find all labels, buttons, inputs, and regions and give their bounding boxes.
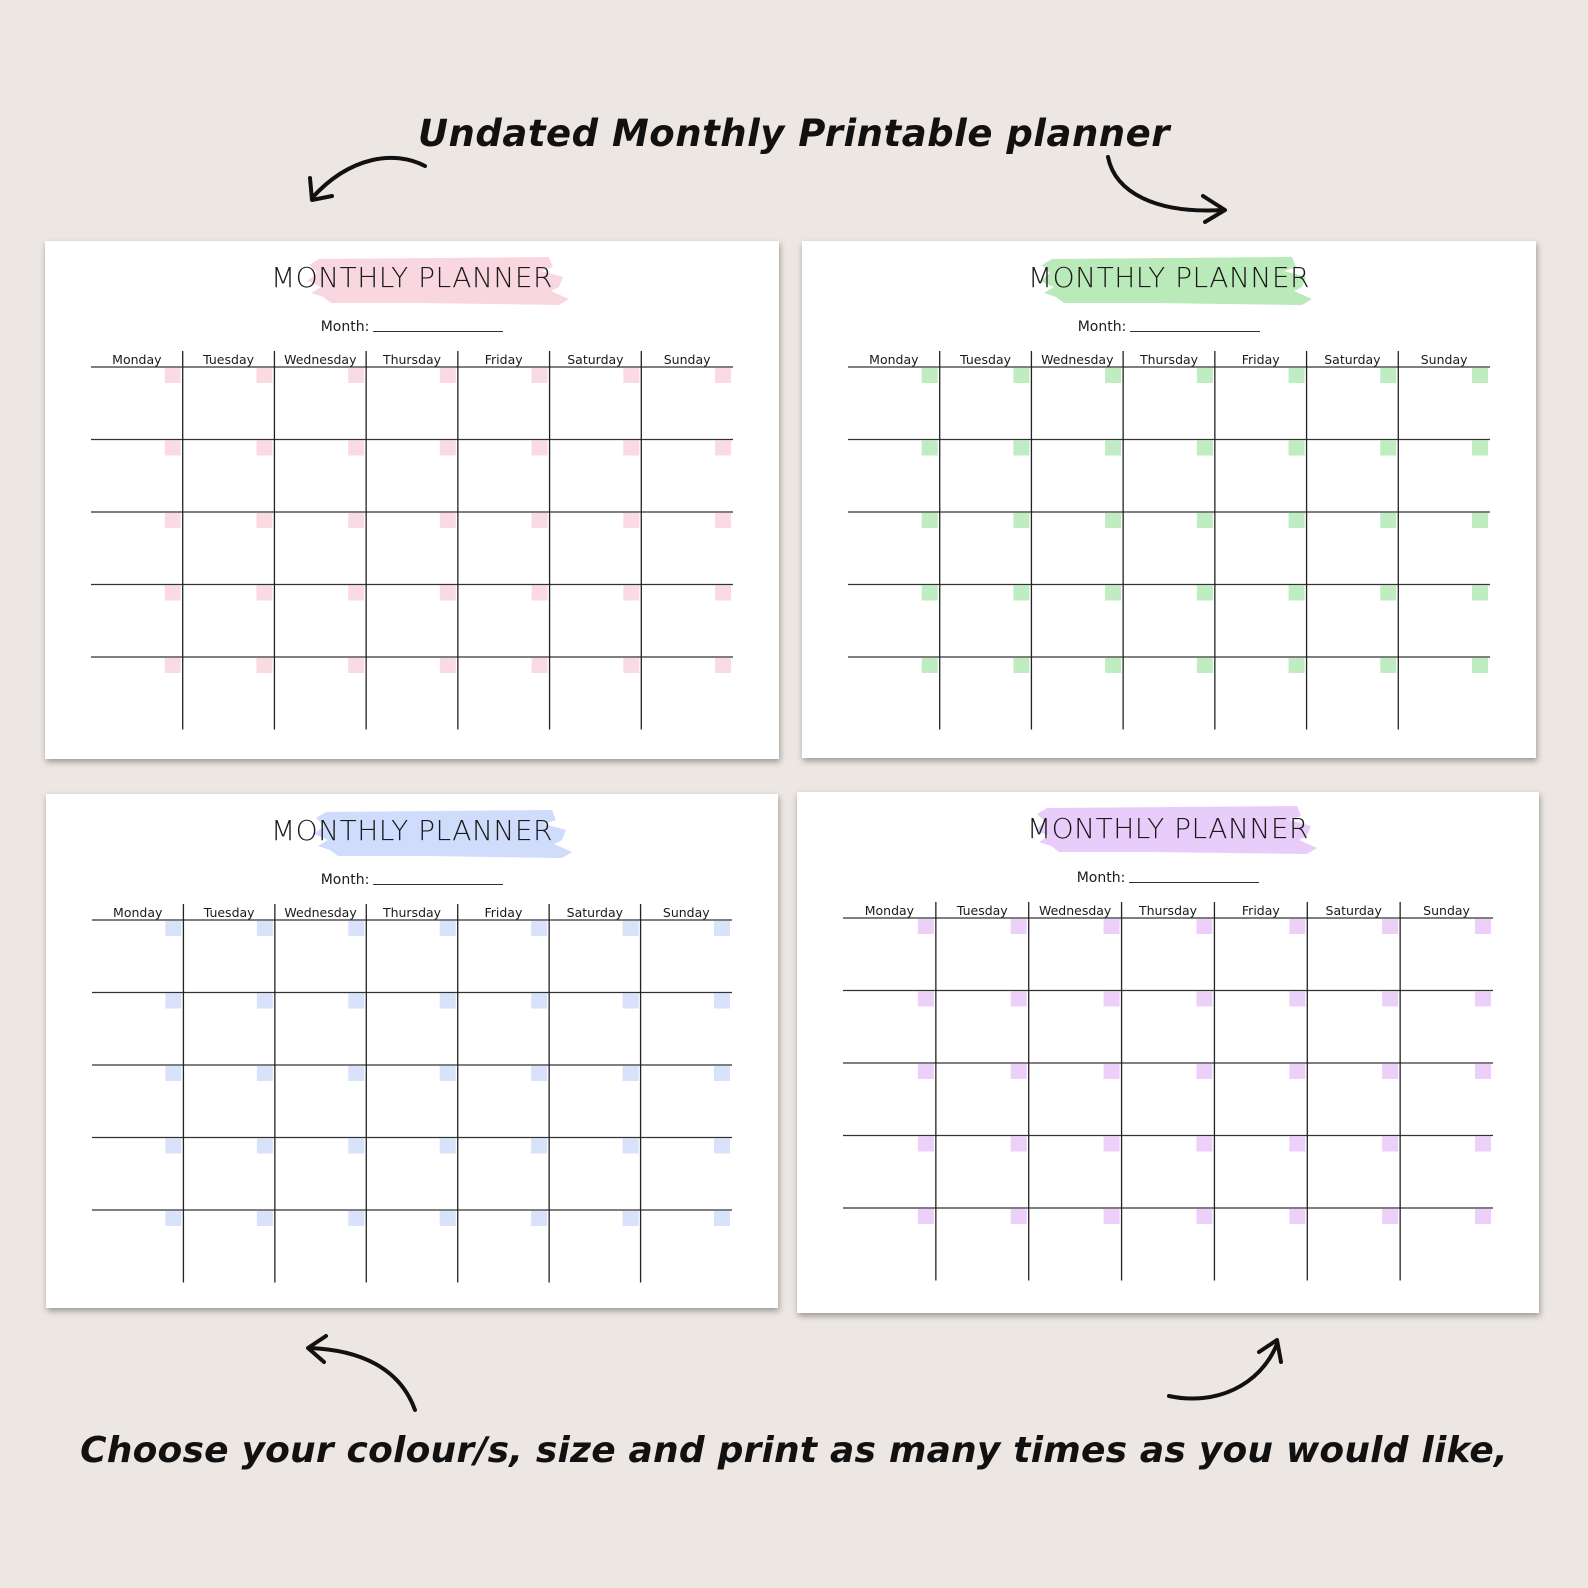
date-box (715, 586, 731, 601)
date-box (714, 1211, 730, 1226)
day-label-monday: Monday (112, 352, 162, 367)
date-box (440, 1066, 456, 1081)
date-box (1472, 586, 1488, 601)
date-box (1289, 1064, 1305, 1079)
date-box (623, 1211, 639, 1226)
day-label-sunday: Sunday (1423, 903, 1470, 918)
date-box (623, 921, 639, 936)
day-label-tuesday: Tuesday (203, 352, 255, 367)
date-box (165, 1066, 181, 1081)
date-box (1105, 441, 1121, 456)
month-label: Month: (1076, 870, 1126, 886)
arrow-top-right-icon (1105, 152, 1235, 227)
date-box (1382, 1209, 1398, 1224)
date-box (1011, 919, 1027, 934)
day-label-wednesday: Wednesday (284, 352, 357, 367)
date-box (1289, 992, 1305, 1007)
date-box (531, 1066, 547, 1081)
date-box (1289, 1137, 1305, 1152)
date-box (623, 586, 639, 601)
arrow-bottom-left-icon (300, 1338, 430, 1418)
date-box (1380, 513, 1396, 528)
date-box (623, 368, 639, 383)
date-box (165, 994, 181, 1009)
date-box (1382, 1064, 1398, 1079)
planner-title: MONTHLY PLANNER (1027, 261, 1310, 294)
day-label-sunday: Sunday (662, 905, 710, 920)
planner-title: MONTHLY PLANNER (270, 261, 553, 294)
date-box (531, 921, 547, 936)
arrow-bottom-right-icon (1165, 1336, 1285, 1406)
date-box (1011, 1064, 1027, 1079)
date-box (1013, 586, 1029, 601)
date-box (348, 441, 364, 456)
date-box (1104, 1209, 1120, 1224)
date-box (440, 1139, 456, 1154)
date-box (1104, 1064, 1120, 1079)
date-box (440, 1211, 456, 1226)
date-box (532, 586, 548, 601)
day-label-saturday: Saturday (1324, 352, 1381, 367)
date-box (1197, 586, 1213, 601)
date-box (1197, 658, 1213, 673)
calendar-grid (46, 794, 778, 1308)
date-box (715, 368, 731, 383)
date-box (532, 658, 548, 673)
date-box (1289, 658, 1305, 673)
date-box (1472, 658, 1488, 673)
date-box (348, 658, 364, 673)
date-box (1105, 368, 1121, 383)
date-box (1013, 368, 1029, 383)
date-box (348, 921, 364, 936)
date-box (1289, 919, 1305, 934)
date-box (165, 1211, 181, 1226)
date-box (918, 1209, 934, 1224)
date-box (440, 994, 456, 1009)
date-box (1105, 658, 1121, 673)
date-box (1475, 1209, 1491, 1224)
day-label-thursday: Thursday (1139, 352, 1199, 367)
date-box (623, 658, 639, 673)
date-box (1380, 658, 1396, 673)
date-box (623, 1139, 639, 1154)
date-box (532, 513, 548, 528)
date-box (165, 368, 181, 383)
date-box (532, 368, 548, 383)
date-box (1011, 1137, 1027, 1152)
top-heading: Undated Monthly Printable planner (418, 112, 1170, 155)
date-box (1013, 441, 1029, 456)
date-box (922, 441, 938, 456)
date-box (1475, 1137, 1491, 1152)
planner-title: MONTHLY PLANNER (270, 814, 553, 847)
date-box (165, 586, 181, 601)
day-label-thursday: Thursday (382, 905, 442, 920)
day-label-tuesday: Tuesday (203, 905, 255, 920)
date-box (1104, 919, 1120, 934)
date-box (1197, 441, 1213, 456)
calendar-grid (802, 241, 1536, 758)
date-box (1289, 513, 1305, 528)
date-box (918, 919, 934, 934)
date-box (348, 1066, 364, 1081)
date-box (440, 586, 456, 601)
arrow-top-left-icon (300, 148, 430, 208)
date-box (531, 994, 547, 1009)
date-box (440, 368, 456, 383)
date-box (257, 1139, 273, 1154)
date-box (1472, 441, 1488, 456)
date-box (623, 994, 639, 1009)
date-box (1475, 992, 1491, 1007)
date-box (257, 921, 273, 936)
date-box (256, 658, 272, 673)
day-label-tuesday: Tuesday (956, 903, 1008, 918)
month-label: Month: (320, 319, 370, 335)
date-box (1382, 919, 1398, 934)
planner-sheet-purple (797, 792, 1539, 1313)
date-box (348, 586, 364, 601)
month-label: Month: (1077, 319, 1127, 335)
date-box (1104, 992, 1120, 1007)
date-box (714, 1139, 730, 1154)
date-box (348, 513, 364, 528)
date-box (165, 658, 181, 673)
day-label-saturday: Saturday (1325, 903, 1382, 918)
date-box (918, 1137, 934, 1152)
planner-sheet-pink (45, 241, 779, 759)
day-label-monday: Monday (864, 903, 915, 918)
planner-title: MONTHLY PLANNER (1026, 812, 1309, 845)
day-label-friday: Friday (484, 352, 523, 367)
date-box (918, 1064, 934, 1079)
date-box (922, 586, 938, 601)
date-box (1011, 1209, 1027, 1224)
date-box (256, 368, 272, 383)
date-box (1472, 513, 1488, 528)
date-box (257, 1211, 273, 1226)
date-box (348, 994, 364, 1009)
date-box (165, 921, 181, 936)
date-box (1382, 992, 1398, 1007)
date-box (440, 513, 456, 528)
day-label-sunday: Sunday (663, 352, 711, 367)
date-box (348, 368, 364, 383)
date-box (1289, 368, 1305, 383)
date-box (714, 994, 730, 1009)
calendar-grid (797, 792, 1539, 1313)
date-box (922, 368, 938, 383)
date-box (1472, 368, 1488, 383)
date-box (1104, 1137, 1120, 1152)
month-label: Month: (320, 872, 370, 888)
day-label-monday: Monday (869, 352, 919, 367)
day-label-saturday: Saturday (567, 352, 624, 367)
date-box (715, 658, 731, 673)
date-box (715, 513, 731, 528)
date-box (623, 513, 639, 528)
date-box (714, 921, 730, 936)
date-box (348, 1139, 364, 1154)
date-box (256, 586, 272, 601)
date-box (257, 994, 273, 1009)
date-box (922, 658, 938, 673)
date-box (440, 441, 456, 456)
date-box (1013, 513, 1029, 528)
date-box (623, 1066, 639, 1081)
date-box (257, 1066, 273, 1081)
date-box (1013, 658, 1029, 673)
date-box (1105, 513, 1121, 528)
day-label-wednesday: Wednesday (284, 905, 357, 920)
date-box (531, 1139, 547, 1154)
day-label-thursday: Thursday (1138, 903, 1198, 918)
date-box (1196, 992, 1212, 1007)
date-box (715, 441, 731, 456)
day-label-monday: Monday (113, 905, 163, 920)
date-box (440, 658, 456, 673)
date-box (256, 513, 272, 528)
date-box (440, 921, 456, 936)
day-label-friday: Friday (1241, 352, 1280, 367)
date-box (165, 441, 181, 456)
planner-sheet-blue (46, 794, 778, 1308)
day-label-wednesday: Wednesday (1038, 903, 1112, 918)
date-box (1380, 441, 1396, 456)
date-box (1105, 586, 1121, 601)
date-box (1196, 1064, 1212, 1079)
date-box (1382, 1137, 1398, 1152)
date-box (1011, 992, 1027, 1007)
calendar-grid (45, 241, 779, 759)
date-box (532, 441, 548, 456)
day-label-sunday: Sunday (1420, 352, 1468, 367)
date-box (714, 1066, 730, 1081)
date-box (165, 513, 181, 528)
day-label-thursday: Thursday (382, 352, 442, 367)
day-label-friday: Friday (1241, 903, 1280, 918)
date-box (922, 513, 938, 528)
date-box (256, 441, 272, 456)
date-box (348, 1211, 364, 1226)
date-box (165, 1139, 181, 1154)
planner-sheet-green (802, 241, 1536, 758)
date-box (1196, 1209, 1212, 1224)
day-label-saturday: Saturday (566, 905, 624, 920)
day-label-tuesday: Tuesday (960, 352, 1012, 367)
date-box (1289, 441, 1305, 456)
date-box (1196, 1137, 1212, 1152)
date-box (1196, 919, 1212, 934)
date-box (1289, 1209, 1305, 1224)
date-box (1380, 368, 1396, 383)
date-box (1475, 1064, 1491, 1079)
date-box (918, 992, 934, 1007)
bottom-heading: Choose your colour/s, size and print as many times as you would like, (80, 1430, 1508, 1471)
date-box (1289, 586, 1305, 601)
day-label-friday: Friday (484, 905, 523, 920)
day-label-wednesday: Wednesday (1041, 352, 1114, 367)
date-box (1197, 513, 1213, 528)
date-box (623, 441, 639, 456)
date-box (1475, 919, 1491, 934)
date-box (531, 1211, 547, 1226)
date-box (1380, 586, 1396, 601)
date-box (1197, 368, 1213, 383)
